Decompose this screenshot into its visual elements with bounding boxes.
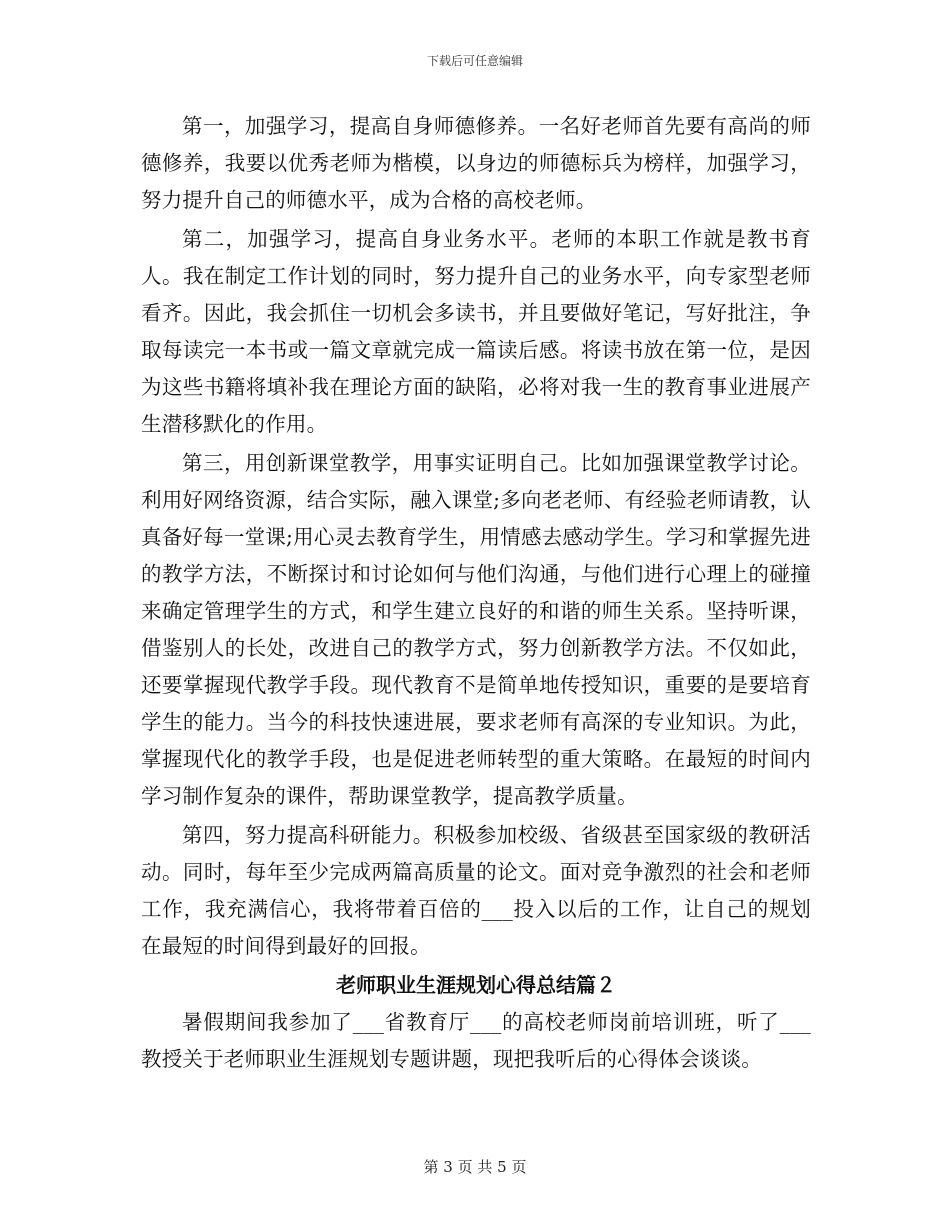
- paragraph-5: 暑假期间我参加了___省教育厅___的高校老师岗前培训班，听了___教授关于老师职业生涯规划专题讲题，现把我听后的心得体会谈谈。: [141, 1010, 811, 1071]
- paragraph-2: 第二，加强学习，提高自身业务水平。老师的本职工作就是教书育人。我在制定工作计划的同时，努力提升自己的业务水平，向专家型老师看齐。因此，我会抓住一切机会多读书，并且要做好笔记，写好批注，争取每读完一本书或一篇文章就完成一篇读后感。将读书放在第一位，是因为这些书籍将填补我在理论方面的缺陷，必将对我一生的教育事业进展产生潜移默化的作用。: [141, 227, 811, 436]
- section-title: 老师职业生涯规划心得总结篇２: [336, 973, 616, 997]
- paragraph-3: 第三，用创新课堂教学，用事实证明自己。比如加强课堂教学讨论。利用好网络资源，结合实际，融入课堂;多向老老师、有经验老师请教，认真备好每一堂课;用心灵去教育学生，用情感去感动学生。学习和掌握先进的教学方法，不断探讨和讨论如何与他们沟通，与他们进行心理上的碰撞来确定管理学生的方式，和学生建立良好的和谐的师生关系。坚持听课，借鉴别人的长处，改进自己的教学方式，努力创新教学方法。不仅如此，还要掌握现代教学手段。现代教育不是简单地传授知识，重要的是要培育学生的能力。当今的科技快速进展，要求老师有高深的专业知识。为此，掌握现代化的教学手段，也是促进老师转型的重大策略。在最短的时间内学习制作复杂的课件，帮助课堂教学，提高教学质量。: [141, 451, 811, 808]
- page-header: 下载后可任意编辑: [426, 54, 523, 68]
- paragraph-1: 第一，加强学习，提高自身师德修养。一名好老师首先要有高尚的师德修养，我要以优秀老师为楷模，以身边的师德标兵为榜样，加强学习，努力提升自己的师德水平，成为合格的高校老师。: [141, 114, 811, 212]
- paragraph-4: 第四，努力提高科研能力。积极参加校级、省级甚至国家级的教研活动。同时，每年至少完成两篇高质量的论文。面对竞争激烈的社会和老师工作，我充满信心，我将带着百倍的___投入以后的工作，让自己的规划在最短的时间得到最好的回报。: [141, 823, 811, 958]
- document-body: [141, 108, 811, 1080]
- page-number: 第 3 页 共 5 页: [423, 1158, 527, 1176]
